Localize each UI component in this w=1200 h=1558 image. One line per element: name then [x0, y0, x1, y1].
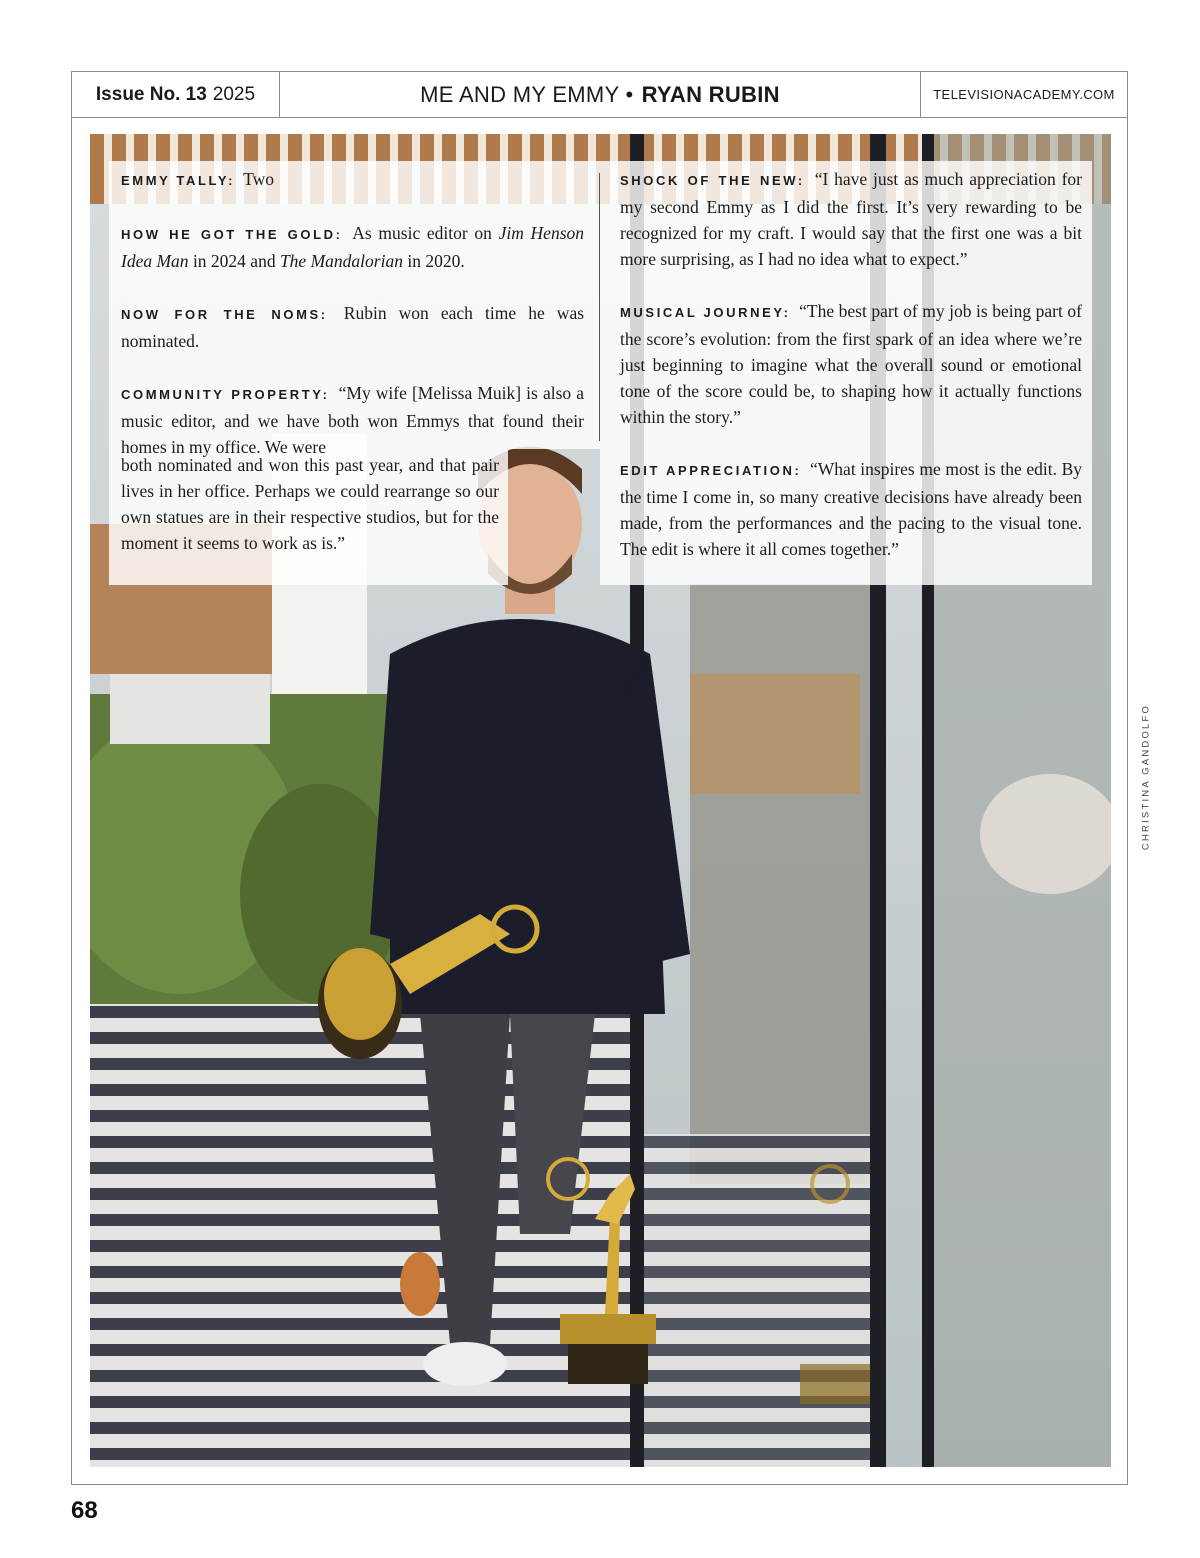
edit-text: “What inspires me most is the edit. By the time I come in, so many creative decisions have already been made, from the performances and the pacing to the visual tone. The edit is where it all comes together.” — [620, 459, 1082, 559]
left-text-column-lower — [121, 452, 499, 556]
section-title — [280, 72, 920, 117]
noms-text: Rubin won each time he was nominated. — [121, 303, 585, 351]
gold-show-1: Jim Henson Idea Man — [121, 223, 585, 271]
gold-text-3: in 2020. — [407, 251, 465, 271]
page-number: 68 — [71, 1497, 98, 1524]
running-header — [72, 72, 1127, 118]
gold-text-2: in 2024 and — [192, 251, 276, 271]
emmy-tally-text: Two — [243, 169, 274, 189]
issue-info — [72, 72, 280, 117]
gold-show-2: The Mandalorian — [279, 251, 403, 271]
right-text-column — [620, 166, 1082, 562]
noms-kicker: NOW FOR THE NOMS: — [121, 307, 328, 322]
community-text-a: “My wife [Melissa Muik] is also a music editor, and we have both won Emmys that found their homes in my office. We were — [121, 383, 584, 457]
section-title-prefix: ME AND MY EMMY • — [420, 81, 634, 107]
issue-label: Issue No. 13 — [95, 83, 207, 105]
gold-kicker: HOW HE GOT THE GOLD: — [121, 227, 343, 242]
emmy-tally-kicker: EMMY TALLY: — [121, 173, 236, 188]
community-kicker: COMMUNITY PROPERTY: — [121, 387, 330, 402]
left-text-column-upper — [121, 166, 584, 460]
shock-text: “I have just as much appreciation for my second Emmy as I did the first. It’s very rewarding to be recognized for my craft. I would say that the first one was a bit more surprising, as I had no idea what to expect.” — [620, 169, 1082, 269]
emmy-tally-paragraph — [121, 166, 584, 194]
gold-text-1: As music editor on — [352, 223, 492, 243]
issue-year: 2025 — [212, 83, 256, 105]
edit-paragraph — [620, 456, 1082, 562]
journey-text: “The best part of my job is being part of the score’s evolution: from the first spark of an idea where we’re just beginning to imagine what the overall sound or emotional tone of the score could be, to shaping how it actually functions within the story.” — [620, 301, 1082, 427]
gold-paragraph — [121, 220, 584, 274]
journey-paragraph — [620, 298, 1082, 430]
shock-kicker: SHOCK OF THE NEW: — [620, 173, 805, 188]
community-paragraph — [121, 380, 584, 460]
website-label: TELEVISIONACADEMY.COM — [920, 72, 1127, 117]
community-paragraph-continued: both nominated and won this past year, and that pair lives in her office. Perhaps we could rearrange so our own statues are in their respective studios, but for the moment it seems to work as is.” — [121, 455, 499, 553]
journey-kicker: MUSICAL JOURNEY: — [620, 305, 791, 320]
section-title-name: RYAN RUBIN — [641, 81, 780, 107]
shock-paragraph — [620, 166, 1082, 272]
photo-credit: CHRISTINA GANDOLFO — [1140, 703, 1152, 851]
column-divider — [599, 173, 600, 441]
edit-kicker: EDIT APPRECIATION: — [620, 463, 802, 478]
noms-paragraph — [121, 300, 584, 354]
